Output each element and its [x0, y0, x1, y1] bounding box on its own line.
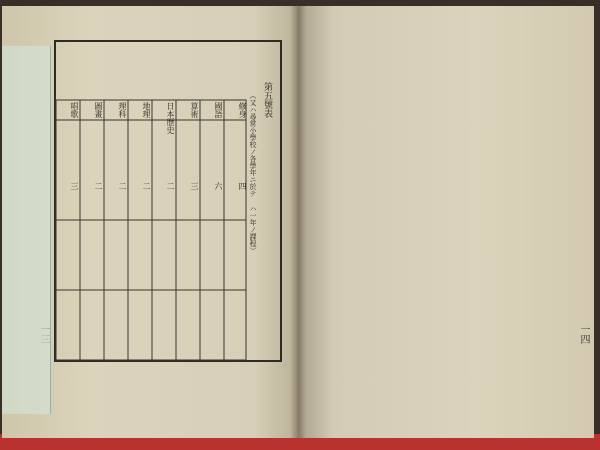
left-row-label: 修身	[238, 102, 247, 118]
left-row-label: 理科	[118, 102, 127, 118]
left-cell-note: 四	[238, 182, 247, 190]
book-gutter	[290, 6, 306, 438]
left-row-label: 日本歷史	[166, 102, 175, 134]
open-book	[2, 6, 594, 438]
left-row-label: 圖畫	[94, 102, 103, 118]
left-cell-note: 三	[190, 182, 199, 190]
right-page	[298, 6, 594, 438]
left-row-label: 國語	[214, 102, 223, 118]
left-table-cells	[54, 182, 247, 242]
left-cell-note: 六	[214, 182, 223, 190]
left-table-note: （又ハ尋常小學校ノ各學年ニ於テ ハ一年ノ課程）	[249, 92, 257, 254]
clear-tape-overlay	[2, 46, 51, 414]
right-page-number: 一四	[578, 324, 589, 344]
left-row-label: 地理	[142, 102, 151, 118]
left-row-label: 算術	[190, 102, 199, 118]
left-cell-note: 二	[166, 182, 175, 190]
left-cell-note: 二	[118, 182, 127, 190]
left-table-title: 第五號表	[262, 82, 272, 118]
left-table-row-labels	[54, 102, 247, 134]
left-cell-note: 三	[70, 182, 79, 190]
left-cell-note: 二	[142, 182, 151, 190]
left-cell-note: 二	[94, 182, 103, 190]
left-row-label: 唱歌	[70, 102, 79, 118]
